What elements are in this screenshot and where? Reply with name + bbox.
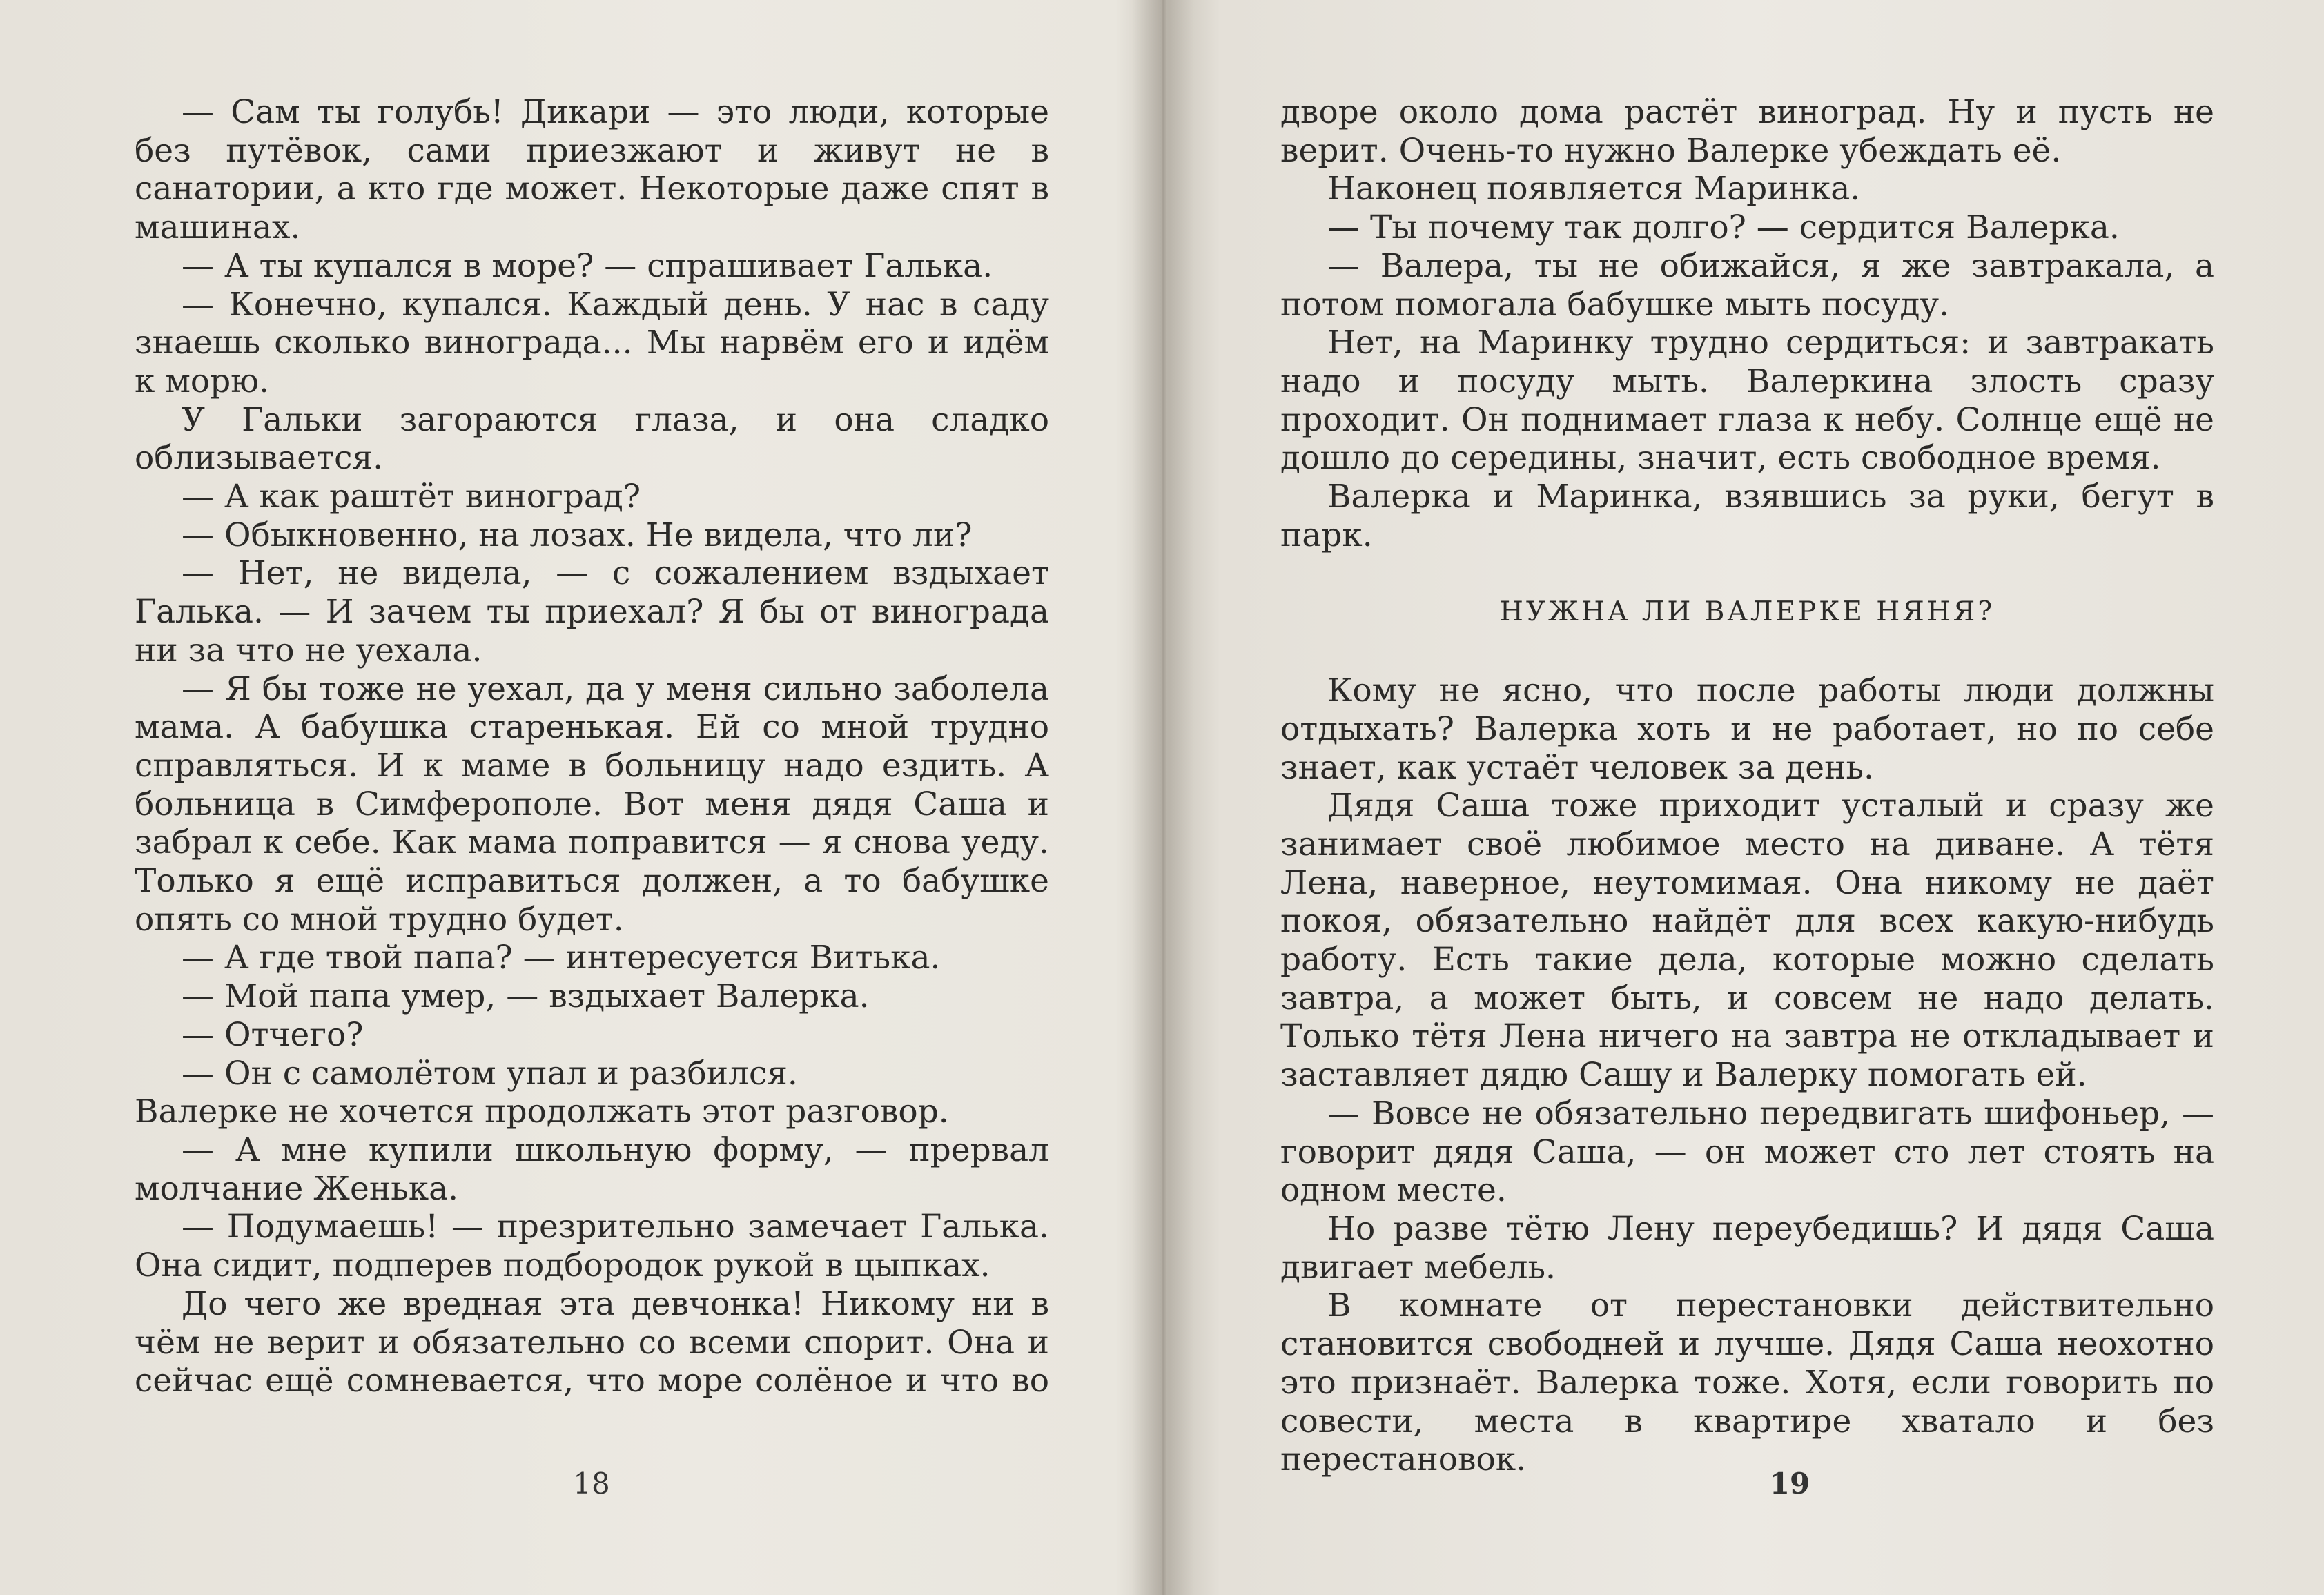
right-page <box>1162 0 2324 1595</box>
book-gutter <box>1132 0 1194 1595</box>
paragraph: — Вовсе не обязательно передвигать шифоньер, — говорит дядя Саша, — он может сто лет стоять на одном месте. <box>1280 1094 2214 1210</box>
page-number: 18 <box>573 1467 610 1500</box>
paragraph: — А как раштёт виноград? <box>182 478 641 516</box>
paragraph: — А где твой папа? — интересуется Витька. <box>182 939 941 977</box>
paragraph: — Подумаешь! — презрительно замечает Галька. Она сидит, подперев подбородок рукой в цыпках. <box>135 1208 1049 1285</box>
paragraph: Валерке не хочется продолжать этот разговор. <box>135 1093 949 1131</box>
paragraph: У Гальки загораются глаза, и она сладко облизывается. <box>135 400 1049 478</box>
paragraph: дворе около дома растёт виноград. Ну и пусть не верит. Очень-то нужно Валерке убеждать её. <box>1280 93 2214 170</box>
paragraph: — Ты почему так долго? — сердится Валерка. <box>1327 208 2120 247</box>
paragraph: — Отчего? <box>182 1015 364 1054</box>
paragraph: Дядя Саша тоже приходит усталый и сразу же занимает своё любимое место на диване. А тётя Лена, наверное, неутомимая. Она никому не даёт покоя, обязательно найдёт для всех какую-нибудь работу. Есть такие дела, которые можно сделать завтра, а может быть, и совсем не надо делать. Только тётя Лена ничего на завтра не откладывает и заставляет дядю Сашу и Валерку помогать ей. <box>1280 787 2214 1095</box>
paragraph: — Конечно, купался. Каждый день. У нас в саду знаешь сколько винограда... Мы нарвём его и идём к морю. <box>135 285 1049 400</box>
chapter-heading: НУЖНА ЛИ ВАЛЕРКЕ НЯНЯ? <box>1499 596 1995 628</box>
paragraph: Но разве тётю Лену переубедишь? И дядя Саша двигает мебель. <box>1280 1209 2214 1286</box>
paragraph: — Я бы тоже не уехал, да у меня сильно заболела мама. А бабушка старенькая. Ей со мной трудно справляться. И к маме в больницу надо ездить. А больница в Симферополе. Вот меня дядя Саша и забрал к себе. Как мама поправится — я снова уеду. Только я ещё исправиться должен, а то бабушке опять со мной трудно будет. <box>135 669 1049 939</box>
right-page-text <box>1280 93 2214 1479</box>
paragraph: — Мой папа умер, — вздыхает Валерка. <box>182 977 870 1016</box>
paragraph: — Он с самолётом упал и разбился. <box>182 1054 798 1093</box>
paragraph: До чего же вредная эта девчонка! Никому ни в чём не верит и обязательно со всеми спорит. Она и сейчас ещё сомневается, что море солёное и что во <box>135 1284 1049 1400</box>
left-page-text <box>135 93 1049 1400</box>
paragraph: — Нет, не видела, — с сожалением вздыхает Галька. — И зачем ты приехал? Я бы от винограда ни за что не уехала. <box>135 554 1049 669</box>
paragraph: — Обыкновенно, на лозах. Не видела, что ли? <box>182 516 973 554</box>
paragraph: Кому не ясно, что после работы люди должны отдыхать? Валерка хоть и не работает, но по себе знает, как устаёт человек за день. <box>1280 672 2214 787</box>
page-number: 19 <box>1769 1467 1810 1500</box>
paragraph: Нет, на Маринку трудно сердиться: и завтракать надо и посуду мыть. Валеркина злость сразу проходит. Он поднимает глаза к небу. Солнце ещё не дошло до середины, значит, есть свободное время. <box>1280 324 2214 478</box>
paragraph: Наконец появляется Маринка. <box>1327 170 1861 208</box>
paragraph: — А ты купался в море? — спрашивает Галька. <box>182 246 993 285</box>
paragraph: Валерка и Маринка, взявшись за руки, бегут в парк. <box>1280 478 2214 554</box>
paragraph: — Валера, ты не обижайся, я же завтракала, а потом помогала бабушке мыть посуду. <box>1280 246 2214 324</box>
paragraph: — Сам ты голубь! Дикари — это люди, которые без путёвок, сами приезжают и живут не в санатории, а кто где может. Некоторые даже спят в машинах. <box>135 93 1049 247</box>
paragraph: В комнате от перестановки действительно становится свободней и лучше. Дядя Саша неохотно это признаёт. Валерка тоже. Хотя, если говорить по совести, места в квартире хватало и без перестановок. <box>1280 1286 2214 1479</box>
paragraph: — А мне купили школьную форму, — прервал молчание Женька. <box>135 1131 1049 1208</box>
